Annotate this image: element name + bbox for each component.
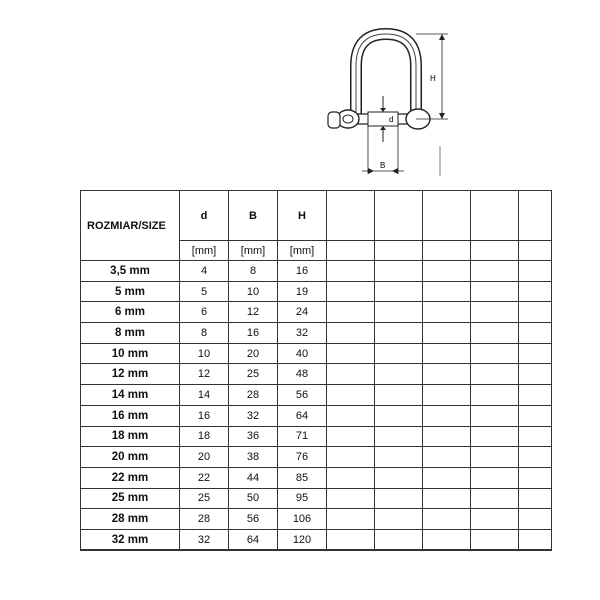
blank-cell [327,467,375,488]
B-value-cell: 16 [229,323,278,344]
shackle-diagram [318,26,458,186]
blank-cell [375,302,423,323]
blank-header [423,191,471,241]
blank-cell [423,323,471,344]
blank-cell [519,385,552,406]
label-d: d [389,115,394,124]
H-value-cell: 120 [278,529,327,550]
size-cell: 14 mm [81,385,180,406]
d-value-cell: 28 [180,509,229,530]
blank-cell [375,323,423,344]
blank-cell [327,261,375,282]
H-value-cell: 24 [278,302,327,323]
B-value-cell: 8 [229,261,278,282]
blank-cell [327,509,375,530]
blank-cell [519,261,552,282]
blank-cell [519,323,552,344]
blank-cell [519,529,552,550]
blank-cell [327,405,375,426]
B-value-cell: 12 [229,302,278,323]
blank-cell [471,447,519,468]
blank-cell [375,281,423,302]
blank-cell [423,467,471,488]
blank-cell [423,509,471,530]
H-value-cell: 64 [278,405,327,426]
size-cell: 20 mm [81,447,180,468]
size-cell: 18 mm [81,426,180,447]
size-column-header: ROZMIAR/SIZE [81,191,180,261]
label-H: H [430,74,436,83]
blank-cell [471,302,519,323]
blank-cell [471,323,519,344]
B-value-cell: 44 [229,467,278,488]
blank-cell [327,281,375,302]
d-value-cell: 4 [180,261,229,282]
d-value-cell: 20 [180,447,229,468]
blank-cell [519,343,552,364]
blank-cell [375,385,423,406]
H-value-cell: 56 [278,385,327,406]
blank-cell [327,323,375,344]
table-row [81,364,552,385]
d-value-cell: 6 [180,302,229,323]
blank-cell [519,488,552,509]
table-row [81,385,552,406]
blank-cell [519,405,552,426]
size-cell: 28 mm [81,509,180,530]
H-unit-label: [mm] [278,241,327,261]
d-unit-label: [mm] [180,241,229,261]
B-value-cell: 64 [229,529,278,550]
blank-unit [471,241,519,261]
blank-cell [471,529,519,550]
table-row [81,261,552,282]
blank-cell [423,447,471,468]
blank-cell [519,467,552,488]
blank-cell [471,488,519,509]
blank-cell [327,426,375,447]
d-value-cell: 10 [180,343,229,364]
B-unit-label: [mm] [229,241,278,261]
H-value-cell: 85 [278,467,327,488]
blank-cell [327,302,375,323]
size-cell: 8 mm [81,323,180,344]
table-row [81,405,552,426]
H-column-header: H [278,191,327,241]
d-value-cell: 32 [180,529,229,550]
size-cell: 16 mm [81,405,180,426]
blank-cell [423,364,471,385]
table-row [81,281,552,302]
size-cell: 25 mm [81,488,180,509]
blank-cell [423,261,471,282]
blank-cell [519,281,552,302]
d-value-cell: 18 [180,426,229,447]
B-value-cell: 32 [229,405,278,426]
blank-cell [519,447,552,468]
size-cell: 12 mm [81,364,180,385]
B-value-cell: 28 [229,385,278,406]
blank-cell [375,529,423,550]
blank-cell [375,509,423,530]
blank-cell [375,447,423,468]
blank-cell [327,364,375,385]
blank-cell [471,343,519,364]
table-row [81,488,552,509]
blank-cell [423,405,471,426]
blank-unit [519,241,552,261]
blank-cell [423,385,471,406]
d-value-cell: 12 [180,364,229,385]
blank-unit [327,241,375,261]
H-value-cell: 48 [278,364,327,385]
B-column-header: B [229,191,278,241]
blank-cell [375,343,423,364]
label-B: B [380,161,386,170]
blank-cell [471,467,519,488]
B-value-cell: 50 [229,488,278,509]
size-cell: 3,5 mm [81,261,180,282]
blank-cell [471,509,519,530]
B-value-cell: 36 [229,426,278,447]
blank-header [327,191,375,241]
d-column-header: d [180,191,229,241]
B-value-cell: 20 [229,343,278,364]
blank-cell [471,405,519,426]
blank-cell [327,385,375,406]
blank-cell [327,447,375,468]
blank-cell [423,426,471,447]
table-row [81,426,552,447]
B-value-cell: 38 [229,447,278,468]
blank-cell [471,281,519,302]
d-value-cell: 8 [180,323,229,344]
blank-cell [375,261,423,282]
d-value-cell: 5 [180,281,229,302]
blank-header [375,191,423,241]
blank-cell [327,529,375,550]
table-row [81,467,552,488]
blank-header [519,191,552,241]
table-row [81,343,552,364]
blank-cell [519,426,552,447]
table-row [81,509,552,530]
blank-cell [327,488,375,509]
blank-cell [471,364,519,385]
table-row [81,447,552,468]
H-value-cell: 40 [278,343,327,364]
blank-cell [423,281,471,302]
blank-cell [519,364,552,385]
blank-cell [471,426,519,447]
blank-cell [375,467,423,488]
d-value-cell: 22 [180,467,229,488]
blank-cell [423,343,471,364]
blank-cell [471,261,519,282]
table-row [81,529,552,550]
B-value-cell: 10 [229,281,278,302]
size-cell: 22 mm [81,467,180,488]
blank-unit [423,241,471,261]
size-cell: 10 mm [81,343,180,364]
size-cell: 5 mm [81,281,180,302]
size-cell: 6 mm [81,302,180,323]
blank-cell [375,405,423,426]
blank-cell [327,343,375,364]
blank-cell [375,364,423,385]
d-value-cell: 14 [180,385,229,406]
size-cell: 32 mm [81,529,180,550]
blank-cell [471,385,519,406]
blank-cell [375,488,423,509]
blank-cell [423,302,471,323]
H-value-cell: 19 [278,281,327,302]
H-value-cell: 76 [278,447,327,468]
H-value-cell: 106 [278,509,327,530]
d-value-cell: 16 [180,405,229,426]
B-value-cell: 56 [229,509,278,530]
H-value-cell: 71 [278,426,327,447]
blank-cell [519,302,552,323]
blank-cell [423,488,471,509]
blank-cell [375,426,423,447]
d-value-cell: 25 [180,488,229,509]
blank-header [471,191,519,241]
blank-unit [375,241,423,261]
H-value-cell: 32 [278,323,327,344]
blank-cell [423,529,471,550]
table-row [81,323,552,344]
size-spec-table [80,190,552,551]
B-value-cell: 25 [229,364,278,385]
blank-cell [519,509,552,530]
H-value-cell: 16 [278,261,327,282]
table-row [81,302,552,323]
H-value-cell: 95 [278,488,327,509]
